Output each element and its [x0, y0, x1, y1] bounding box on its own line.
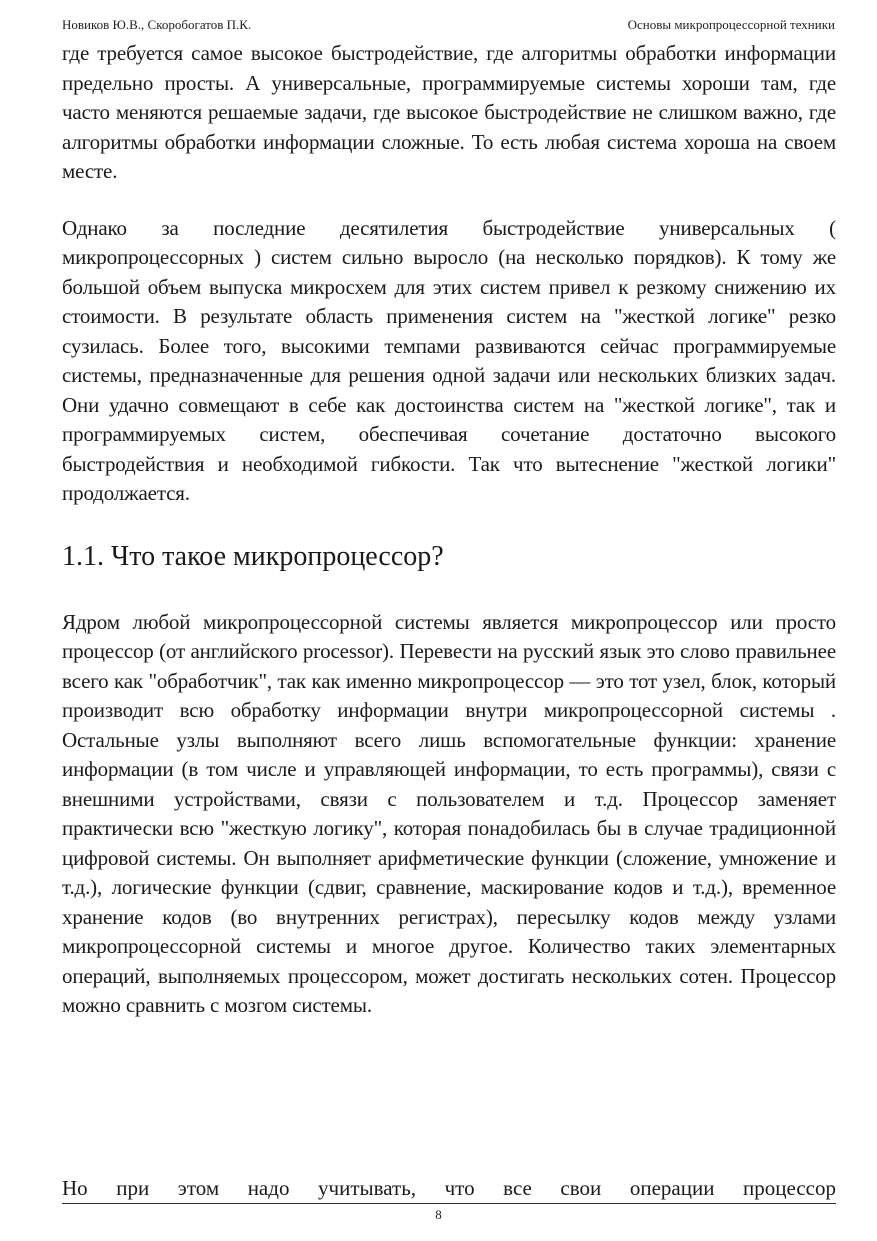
header-authors: Новиков Ю.В., Скоробогатов П.К. [62, 17, 252, 32]
paragraph-speed-growth: Однако за последние десятилетия быстродействие универсальных ( микропроцессорных ) систем сильно выросло (на несколько порядков). К тому же большой объем выпуска микросхем для этих систем привел к резкому снижению их стоимости. В результате область применения систем на "жесткой логике" резко сузилась. Более того, высокими темпами развиваются сейчас программируемые системы, предназначенные для решения одной задачи или нескольких близких задач. Они удачно совмещают в себе как достоинства систем на "жесткой логике", так и программируемых систем, обеспечивая сочетание достаточно высокого быстродействия и необходимой гибкости. Так что вытеснение "жесткой логики" продолжается. [62, 215, 836, 505]
header-book-title: Основы микропроцессорной техники [627, 17, 835, 32]
section-heading: 1.1. Что такое микропроцессор? [62, 540, 444, 572]
paragraph-microprocessor-definition: Ядром любой микропроцессорной системы является микропроцессор или просто процессор (от английского processor). Перевести на русский язык это слово правильнее всего как "обработчик", так как именно микропроцессор — это тот узел, блок, который производит всю обработку информации внутри микропроцессорной системы . Остальные узлы выполняют всего лишь вспомогательные функции: хранение информации (в том числе и управляющей информации, то есть программы), связи с внешними устройствами, связи с пользователем и т.д. Процессор заменяет практически всю "жесткую логику", которая понадобилась бы в случае традиционной цифровой системы. Он выполняет арифметические функции (сложение, умножение и т.д.), логические функции (сдвиг, сравнение, маскирование кодов и т.д.), временное хранение кодов (во внутренних регистрах), пересылку кодов между узлами микропроцессорной системы и многое другое. Количество таких элементарных операций, выполняемых процессором, может достигать нескольких сотен. Процессор можно сравнить с мозгом системы. [62, 609, 836, 1017]
page-body [62, 39, 836, 1021]
paragraph-continuation: где требуется самое высокое быстродействие, где алгоритмы обработки информации предельно просты. А универсальные, программируемые системы хороши там, где часто меняются решаемые задачи, где высокое быстродействие не слишком важно, где алгоритмы обработки информации сложные. То есть любая система хороша на своем месте. [62, 41, 836, 183]
page-number: 8 [435, 1207, 442, 1222]
page-header [62, 16, 835, 34]
paragraph-next-start: Но при этом надо учитывать, что все свои операции процессор [62, 1174, 836, 1204]
